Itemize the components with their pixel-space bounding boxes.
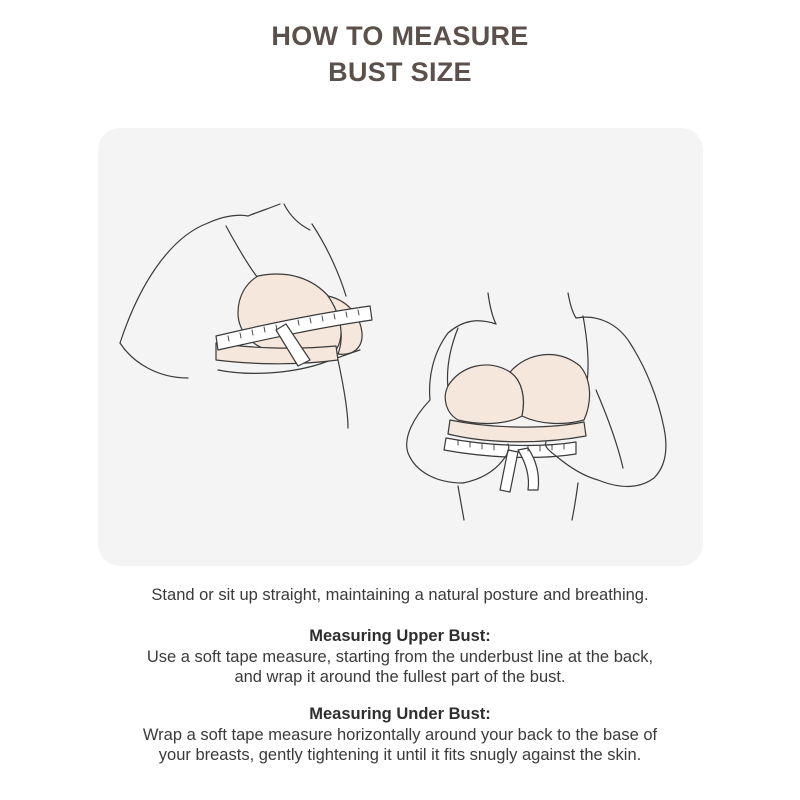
upper-bust-arm bbox=[120, 343, 188, 378]
under-bust-waist-left bbox=[458, 486, 464, 520]
title-line-2: BUST SIZE bbox=[328, 57, 472, 87]
upper-bust-neck-front bbox=[284, 204, 310, 230]
upper-bust-figure bbox=[120, 204, 372, 428]
measuring-illustration bbox=[98, 128, 703, 566]
under-bust-figure bbox=[407, 293, 666, 520]
upper-bust-strap bbox=[226, 226, 258, 278]
upper-bust-heading: Measuring Upper Bust: bbox=[309, 627, 491, 645]
under-bust-waist-right bbox=[572, 483, 578, 520]
under-bust-line-1: Wrap a soft tape measure horizontally around your back to the base of bbox=[142, 726, 658, 744]
upper-bust-strap-front bbox=[312, 224, 346, 296]
upper-bust-line-2: and wrap it around the fullest part of the bust. bbox=[234, 668, 566, 686]
under-bust-section bbox=[60, 704, 740, 765]
instructions bbox=[60, 585, 740, 782]
under-bust-arm-right-inner bbox=[596, 390, 623, 468]
under-bust-neck-right bbox=[568, 293, 576, 318]
under-bust-arm-right bbox=[598, 428, 666, 487]
intro-text: Stand or sit up straight, maintaining a natural posture and breathing. bbox=[151, 586, 649, 604]
upper-bust-line-1: Use a soft tape measure, starting from the underbust line at the back, bbox=[146, 648, 654, 666]
upper-bust-torso-front bbox=[338, 360, 348, 428]
under-bust-neck-left bbox=[488, 293, 496, 324]
upper-bust-section bbox=[60, 626, 740, 687]
illustration-panel bbox=[98, 128, 703, 566]
title-line-1: HOW TO MEASURE bbox=[271, 21, 529, 51]
under-bust-heading: Measuring Under Bust: bbox=[309, 705, 491, 723]
page-title bbox=[0, 18, 800, 90]
upper-bust-neck bbox=[248, 204, 280, 216]
upper-bust-back-outline bbox=[120, 215, 248, 343]
under-bust-line-2: your breasts, gently tightening it until it fits snugly against the skin. bbox=[158, 746, 642, 764]
under-bust-shoulder-right bbox=[576, 317, 664, 428]
